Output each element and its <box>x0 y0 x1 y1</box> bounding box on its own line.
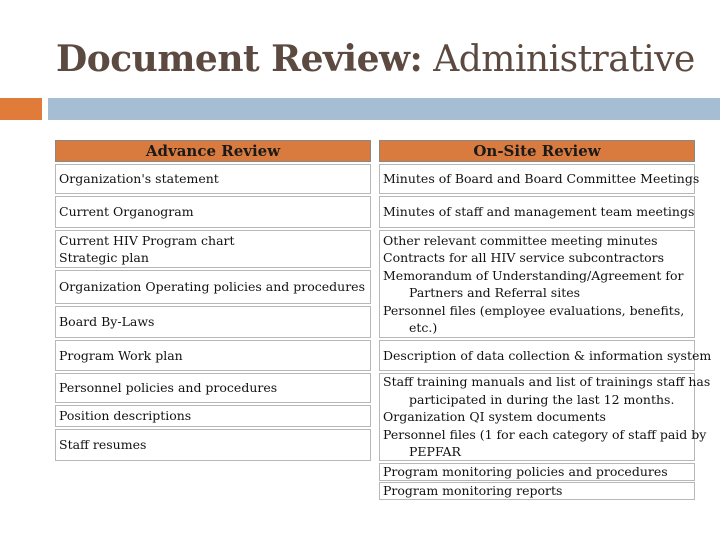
cell-text: Minutes of staff and management team meetings <box>383 204 695 220</box>
onsite-row-committee-minutes <box>379 230 695 338</box>
onsite-row-board-minutes <box>379 164 700 194</box>
cell-text: Staff resumes <box>59 437 147 453</box>
slide-title <box>56 36 695 83</box>
cell-text: Program Work plan <box>59 347 183 363</box>
cell-text: Program monitoring reports <box>383 483 563 499</box>
cell-text: etc.) <box>409 320 438 335</box>
accent-bar-blue <box>48 98 720 120</box>
cell-text: Memorandum of Understanding/Agreement for <box>383 267 684 283</box>
onsite-row-monitoring-policies <box>379 463 695 481</box>
cell-text: Personnel policies and procedures <box>59 380 278 396</box>
advance-row-hiv-program-chart <box>55 230 371 268</box>
advance-row-personnel-policies <box>55 373 371 403</box>
cell-text: Board By-Laws <box>59 314 155 330</box>
cell-text: Program monitoring policies and procedures <box>383 464 668 480</box>
advance-row-organization-statement <box>55 164 371 194</box>
cell-text: Position descriptions <box>59 408 192 424</box>
cell-text: Minutes of Board and Board Committee Meetings <box>383 171 700 187</box>
cell-text: Current Organogram <box>59 204 194 220</box>
advance-row-board-bylaws <box>55 306 371 338</box>
cell-text: Partners and Referral sites <box>409 285 581 300</box>
cell-text: Staff training manuals and list of trainings staff has <box>383 374 711 390</box>
cell-text: Organization's statement <box>59 171 219 187</box>
accent-bar-orange <box>0 98 42 120</box>
advance-row-organogram <box>55 196 371 228</box>
onsite-row-staff-minutes <box>379 196 695 228</box>
slide-title-bold: Document Review: <box>56 38 423 80</box>
advance-row-operating-policies <box>55 270 371 304</box>
advance-row-position-descriptions <box>55 405 371 427</box>
cell-text: Current HIV Program chart <box>59 232 235 248</box>
slide-title-rest: Administrative <box>422 39 695 80</box>
advance-review-header: Advance Review <box>55 140 371 162</box>
cell-text: Other relevant committee meeting minutes <box>383 232 658 248</box>
advance-row-program-work-plan <box>55 340 371 371</box>
cell-text: Organization Operating policies and procedures <box>59 279 365 295</box>
cell-text: Strategic plan <box>59 250 149 265</box>
onsite-row-monitoring-reports <box>379 482 695 500</box>
cell-text: PEPFAR <box>409 444 461 460</box>
onsite-review-header: On-Site Review <box>379 140 695 162</box>
onsite-row-staff-training <box>379 373 711 461</box>
advance-row-staff-resumes <box>55 429 371 461</box>
cell-text: Description of data collection & information system <box>383 347 712 363</box>
cell-text: Personnel files (1 for each category of staff paid by <box>383 426 707 442</box>
cell-text: Personnel files (employee evaluations, benefits, <box>383 302 685 318</box>
cell-text: Organization QI system documents <box>383 409 606 425</box>
cell-text: Contracts for all HIV service subcontractors <box>383 250 665 265</box>
onsite-row-data-collection <box>379 340 712 371</box>
cell-text: participated in during the last 12 months. <box>409 391 675 407</box>
